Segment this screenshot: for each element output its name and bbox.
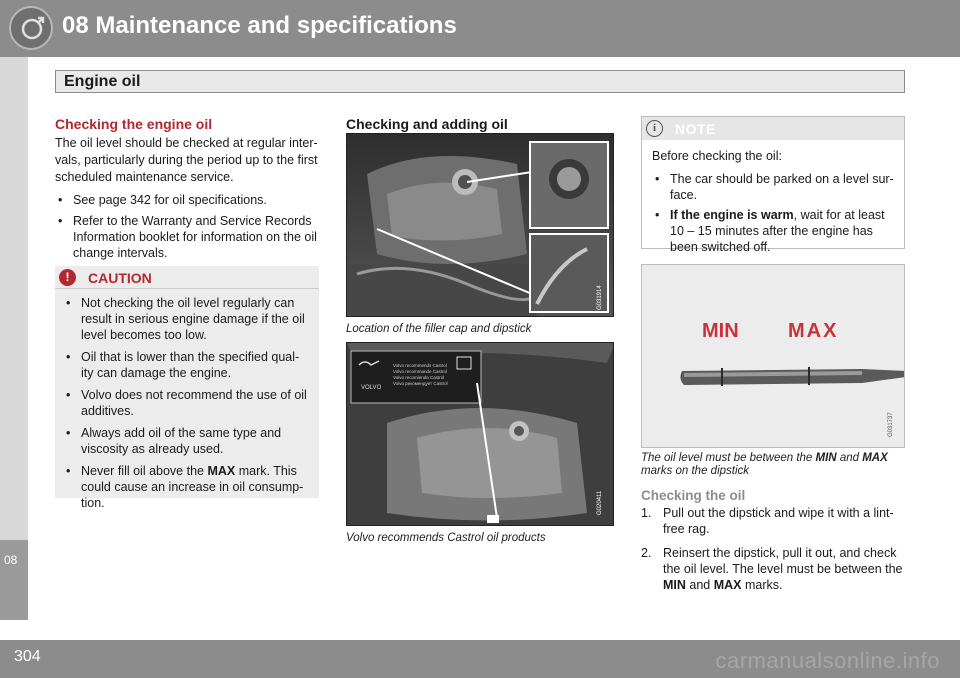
engine-photo-castrol-label bbox=[346, 342, 614, 526]
note-label: NOTE bbox=[675, 121, 716, 137]
step-2: 2. Reinsert the dipstick, pull it out, and check the oil level. The level must be between the MIN and MAX marks. bbox=[641, 546, 903, 592]
list-item: • Oil that is lower than the specified qual-ity can damage the engine. bbox=[63, 349, 311, 381]
dipstick-caption: The oil level must be between the MIN and MAX marks on the dipstick bbox=[641, 452, 888, 477]
warning-icon: ! bbox=[59, 269, 76, 286]
caution-label: CAUTION bbox=[88, 270, 152, 286]
list-item: • Volvo does not recommend the use of oil additives. bbox=[63, 387, 311, 419]
side-strip bbox=[0, 57, 28, 540]
intro-paragraph: The oil level should be checked at regular inter-vals, particularly during the period up to the first scheduled maintenance service. bbox=[55, 136, 318, 184]
heading-checking-engine-oil: Checking the engine oil bbox=[55, 116, 213, 132]
step-1: 1. Pull out the dipstick and wipe it with a lint-free rag. bbox=[641, 506, 894, 536]
chapter-tab-label: 08 bbox=[4, 553, 18, 567]
min-label: MIN bbox=[702, 320, 739, 342]
page-footer bbox=[0, 640, 960, 678]
intro-bullets bbox=[55, 192, 323, 261]
info-icon: i bbox=[646, 120, 663, 137]
caution-header bbox=[55, 266, 319, 289]
photo-code: G020411 bbox=[597, 490, 603, 515]
list-item: • See page 342 for oil specifications. bbox=[55, 192, 323, 208]
note-list bbox=[652, 171, 894, 255]
page-number: 304 bbox=[14, 648, 41, 665]
note-intro: Before checking the oil: bbox=[652, 149, 782, 163]
page-header bbox=[0, 0, 960, 57]
max-label: MAX bbox=[788, 320, 839, 342]
svg-text:Volvo recommande Castrol: Volvo recommande Castrol bbox=[393, 369, 448, 374]
heading-checking-the-oil: Checking the oil bbox=[641, 488, 746, 503]
heading-checking-adding-oil: Checking and adding oil bbox=[346, 116, 508, 132]
watermark: carmanualsonline.info bbox=[715, 648, 940, 673]
note-box bbox=[641, 116, 905, 254]
photo-code: G031914 bbox=[597, 285, 603, 310]
list-item: • Always add oil of the same type and viscosity as already used. bbox=[63, 425, 311, 457]
column-middle bbox=[346, 116, 614, 132]
column-left bbox=[55, 116, 323, 266]
volvo-logo-icon bbox=[9, 6, 53, 50]
list-item: • Never fill oil above the MAX mark. This could cause an increase in oil consump-tion. bbox=[63, 463, 311, 511]
photo1-caption: Location of the filler cap and dipstick bbox=[346, 323, 532, 335]
dipstick-illustration bbox=[641, 264, 905, 448]
note-header bbox=[642, 117, 904, 140]
svg-text:Volvo recommends Castrol: Volvo recommends Castrol bbox=[393, 363, 447, 368]
chapter-title: 08 Maintenance and specifications bbox=[62, 12, 457, 39]
chapter-tab bbox=[0, 540, 28, 620]
engine-photo-filler-cap bbox=[346, 133, 614, 317]
list-item: • Not checking the oil level regularly can result in serious engine damage if the oil level becomes too low. bbox=[63, 295, 311, 343]
svg-text:Volvo рекомендует Castrol: Volvo рекомендует Castrol bbox=[393, 381, 448, 386]
list-item: • Refer to the Warranty and Service Records Information booklet for information on the oil change intervals. bbox=[55, 213, 323, 261]
illustration-code: G031737 bbox=[888, 412, 894, 437]
section-title-bar bbox=[55, 70, 905, 93]
volvo-brand: VOLVO bbox=[361, 385, 382, 391]
list-item: • If the engine is warm, wait for at least 10 – 15 minutes after the engine has been switched off. bbox=[652, 207, 894, 255]
photo2-caption: Volvo recommends Castrol oil products bbox=[346, 532, 546, 544]
note-body bbox=[642, 140, 904, 255]
checking-steps bbox=[641, 505, 909, 601]
section-title: Engine oil bbox=[64, 73, 141, 90]
list-item: • The car should be parked on a level sur-face. bbox=[652, 171, 894, 203]
svg-text:Volvo recomienda Castrol: Volvo recomienda Castrol bbox=[393, 375, 445, 380]
caution-list bbox=[55, 291, 319, 511]
caution-box bbox=[55, 266, 319, 510]
